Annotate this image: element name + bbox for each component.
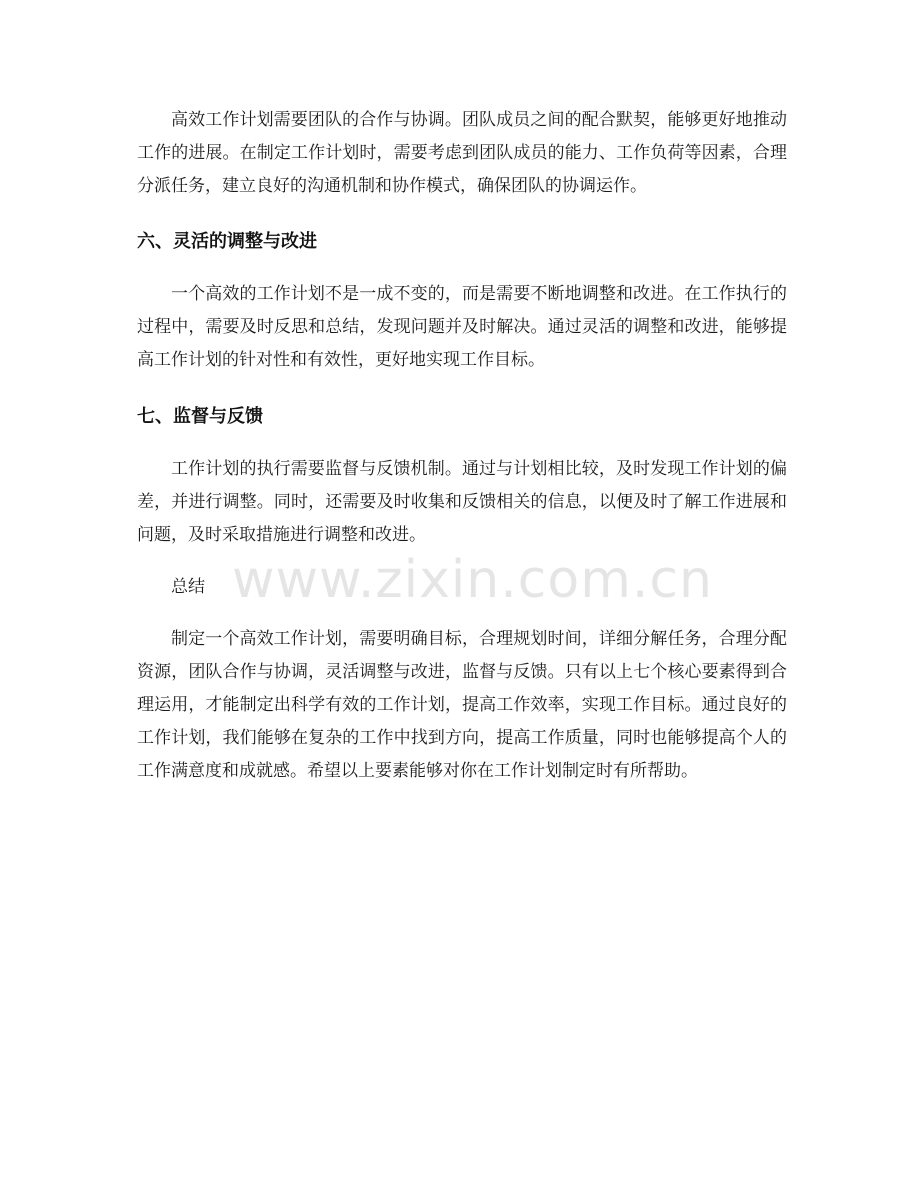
section-heading-seven: 七、监督与反馈 bbox=[137, 406, 263, 427]
paragraph-supervision: 工作计划的执行需要监督与反馈机制。通过与计划相比较，及时发现工作计划的偏差，并进行调整。同时，还需要及时收集和反馈相关的信息，以便及时了解工作进展和问题，及时采取措施进行调整和改进。 bbox=[137, 459, 787, 545]
paragraph-summary: 制定一个高效工作计划，需要明确目标，合理规划时间，详细分解任务，合理分配资源，团队合作与协调，灵活调整与改进，监督与反馈。只有以上七个核心要素得到合理运用，才能制定出科学有效的工作计划，提高工作效率，实现工作目标。通过良好的工作计划，我们能够在复杂的工作中找到方向，提高工作质量，同时也能够提高个人的工作满意度和成就感。希望以上要素能够对你在工作计划制定时有所帮助。 bbox=[137, 629, 787, 781]
summary-label: 总结 bbox=[171, 577, 205, 597]
paragraph-adjustment: 一个高效的工作计划不是一成不变的，而是需要不断地调整和改进。在工作执行的过程中，需要及时反思和总结，发现问题并及时解决。通过灵活的调整和改进，能够提高工作计划的针对性和有效性，更好地实现工作目标。 bbox=[137, 284, 787, 370]
watermark-text: www.zixin.com.cn bbox=[232, 550, 713, 610]
section-heading-six: 六、灵活的调整与改进 bbox=[137, 231, 317, 252]
paragraph-teamwork: 高效工作计划需要团队的合作与协调。团队成员之间的配合默契，能够更好地推动工作的进展。在制定工作计划时，需要考虑到团队成员的能力、工作负荷等因素，合理分派任务，建立良好的沟通机制和协作模式，确保团队的协调运作。 bbox=[137, 110, 787, 196]
